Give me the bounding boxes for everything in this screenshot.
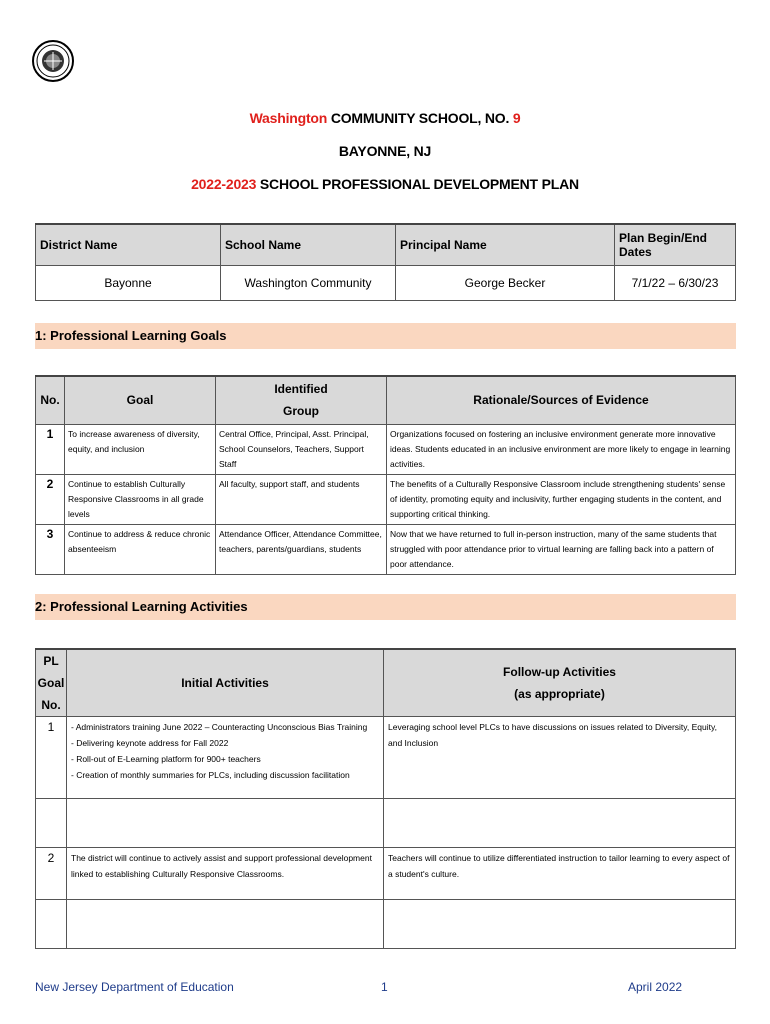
info-table (35, 223, 736, 301)
header-district-name: District Name (36, 224, 221, 266)
header-principal-name: Principal Name (396, 224, 615, 266)
pl-goal-number: 1 (36, 717, 67, 799)
list-item: - Delivering keynote address for Fall 2022 (71, 738, 229, 748)
rationale-text: The benefits of a Culturally Responsive Classroom include strengthening students' sense of identity, promoting equity and inclusivity, further engaging students in the content, and supporting critical thinking. (387, 474, 736, 524)
list-item: - Roll-out of E-Learning platform for 900+ teachers (71, 754, 261, 764)
header-pl-goal-no: PL Goal No. (36, 649, 67, 717)
header-followup-activities: Follow-up Activities (as appropriate) (384, 649, 736, 717)
header-initial-activities: Initial Activities (67, 649, 384, 717)
page-number: 1 (381, 980, 388, 994)
followup-text: Teachers will continue to utilize differentiated instruction to tailor learning to every aspect of a student's culture. (384, 848, 736, 900)
table-row (36, 474, 736, 524)
plan-title: 2022-2023 SCHOOL PROFESSIONAL DEVELOPMENT PLAN (191, 176, 579, 192)
table-row (36, 900, 736, 949)
group-text: Attendance Officer, Attendance Committee, teachers, parents/guardians, students (216, 524, 387, 574)
goal-text: Continue to address & reduce chronic absenteeism (65, 524, 216, 574)
goal-number: 1 (36, 424, 65, 474)
table-row (36, 424, 736, 474)
district-name-value: Bayonne (36, 266, 221, 301)
school-title: Washington COMMUNITY SCHOOL, NO. 9 (249, 110, 521, 126)
goals-table (35, 375, 736, 575)
group-text: All faculty, support staff, and students (216, 474, 387, 524)
table-row (36, 848, 736, 900)
rationale-text: Organizations focused on fostering an inclusive environment generate more innovative ideas. Students educated in an inclusive environment are more likely to engage in learning activities. (387, 424, 736, 474)
city-line: BAYONNE, NJ (338, 143, 432, 159)
principal-name-value: George Becker (396, 266, 615, 301)
header-identified-group: Identified Group (216, 376, 387, 424)
table-row (36, 717, 736, 799)
section1-title: 1: Professional Learning Goals (35, 323, 736, 349)
followup-text: Leveraging school level PLCs to have discussions on issues related to Diversity, Equity, and Inclusion (384, 717, 736, 799)
section2-title: 2: Professional Learning Activities (35, 594, 736, 620)
goal-number: 2 (36, 474, 65, 524)
header-plan-dates: Plan Begin/End Dates (615, 224, 736, 266)
rationale-text: Now that we have returned to full in-person instruction, many of the same students that struggled with poor attendance prior to virtual learning are falling back into a pattern of poor attendance. (387, 524, 736, 574)
table-row (36, 799, 736, 848)
header-no: No. (36, 376, 65, 424)
initial-activities-list (67, 717, 384, 799)
plan-dates-value: 7/1/22 – 6/30/23 (615, 266, 736, 301)
footer-department: New Jersey Department of Education (35, 980, 234, 994)
header-school-name: School Name (221, 224, 396, 266)
group-text: Central Office, Principal, Asst. Principal, School Counselors, Teachers, Support Staff (216, 424, 387, 474)
goal-text: To increase awareness of diversity, equity, and inclusion (65, 424, 216, 474)
header-rationale: Rationale/Sources of Evidence (387, 376, 736, 424)
table-row (36, 524, 736, 574)
list-item: - Administrators training June 2022 – Counteracting Unconscious Bias Training (71, 722, 368, 732)
header-goal: Goal (65, 376, 216, 424)
initial-activities-text: The district will continue to actively assist and support professional development linked to establishing Culturally Responsive Classrooms. (67, 848, 384, 900)
footer-date: April 2022 (628, 980, 683, 994)
activities-table (35, 648, 736, 949)
pl-goal-number: 2 (36, 848, 67, 900)
goal-number: 3 (36, 524, 65, 574)
school-name-value: Washington Community (221, 266, 396, 301)
goal-text: Continue to establish Culturally Responsive Classrooms in all grade levels (65, 474, 216, 524)
list-item: - Creation of monthly summaries for PLCs, including discussion facilitation (71, 770, 350, 780)
city-seal-icon (32, 28, 74, 94)
